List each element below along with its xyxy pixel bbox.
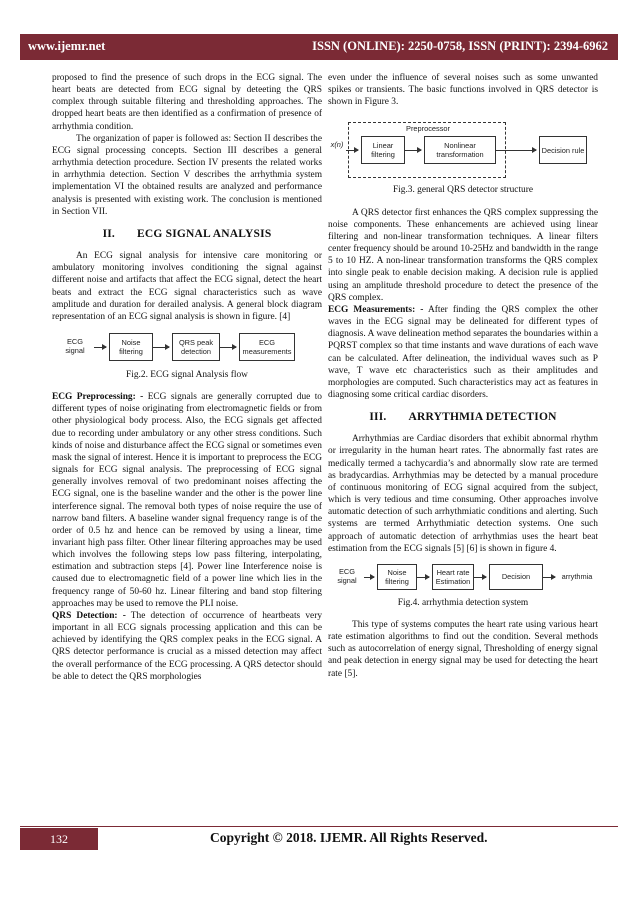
copyright-notice: Copyright © 2018. IJEMR. All Rights Reserved. xyxy=(210,830,488,845)
arrow-icon xyxy=(474,577,486,578)
paragraph: Arrhythmias are Cardiac disorders that exhibit abnormal rhythm or irregularity in the human heart rates. The abnormally fast rates are medically termed a tachycardia’s and abnormally slow rate are termed as bradycardias. Arrhythmias may be detected by a manual procedure of continuous monitoring of ECG signal acquired from the subject, which is very tedious and time consuming. Other approaches involve automatic detection of such arrhythmiatic conditions and alerting. Such systems are termed Arrhythmiatic detection systems. One such approach of automatic detection of arrhythmias uses the heart beat estimation from the ECG signals [5] [6] is shown in figure 4. xyxy=(328,434,598,554)
paragraph-ecg-measurements xyxy=(328,304,598,401)
arrow-icon xyxy=(417,577,429,578)
paragraph-text: After finding the QRS complex the other waves in the ECG signal may be delineated for different types of diagnosis. A wave delineation method separates the boundaries within a PQRST complex so that time instants and wave durations of each wave can be calculated. After delineation, the individual waves such as P wave, T wave etc characteristics such as their amplitudes and morphologies are computed. Such characteristics may act as features in diagnosing some critical cardiac disorders. xyxy=(328,304,598,400)
journal-website[interactable]: www.ijemr.net xyxy=(28,39,106,53)
section-title: ARRYTHMIA DETECTION xyxy=(408,411,557,424)
fig2-ecg-measurements-box: ECG measurements xyxy=(239,333,295,361)
footer-divider xyxy=(20,826,618,827)
fig2-caption: Fig.2. ECG signal Analysis flow xyxy=(126,369,248,380)
fig3-linear-filtering-box: Linear filtering xyxy=(361,136,405,164)
section-number: III. xyxy=(369,411,387,424)
term-label: ECG Preprocessing: - xyxy=(52,392,144,403)
preprocessor-label: Preprocessor xyxy=(406,124,450,134)
fig3-caption: Fig.3. general QRS detector structure xyxy=(392,185,534,196)
arrow-icon xyxy=(94,347,106,348)
term-label: ECG Measurements: - xyxy=(328,304,424,315)
fig4-noise-filtering-box: Noise filtering xyxy=(377,564,417,590)
arrow-icon xyxy=(405,150,421,151)
left-column xyxy=(52,72,322,683)
arrow-icon xyxy=(153,347,169,348)
fig4-caption: Fig.4. arrhythmia detection system xyxy=(397,597,529,608)
arrow-icon xyxy=(364,577,374,578)
input-signal-label: x(n) xyxy=(330,140,344,150)
arrow-icon xyxy=(496,150,536,151)
section-heading-3 xyxy=(328,411,598,423)
issn-text: ISSN (ONLINE): 2250-0758, ISSN (PRINT): 2394-6962 xyxy=(312,39,608,53)
fig4-output-label: arrythmia xyxy=(561,571,593,581)
journal-header-bar xyxy=(20,34,618,60)
paragraph: The organization of paper is followed as: Section II describes the ECG signal processing concepts. Section III describes a general arrhythmia detection procedure. Section IV presents the related works in arrhythmia detection. Section V describes the arrhythmia system implementation VI the obtained results are analyzed and performance analysis is presented with existing work. The conclusion is mentioned in Section VII. xyxy=(52,133,322,217)
fig4-heart-rate-box: Heart rate Estimation xyxy=(432,564,474,590)
fig4-ecg-signal-label: ECG signal xyxy=(337,566,357,585)
fig3-decision-rule-box: Decision rule xyxy=(539,136,587,164)
section-number: II. xyxy=(102,227,116,240)
paragraph: A QRS detector first enhances the QRS complex suppressing the noise components. These enhancements are achieved using linear filtering and non-linear transformation techniques. A linear filters center frequency should be around 10-25Hz and bandwidth in the range 5 to 10 HZ. A non-linear transformation transforms the QRS complex into single peak to enable decision making. A decision rule is applied using an amplitude threshold procedure to detect the presence of the QRS complex. xyxy=(328,207,598,303)
paragraph: proposed to find the presence of such drops in the ECG signal. The heart beats are detected from ECG signal by deteeting the QRS complex through suitable filtering and thresholding approaches. The dropped heart beats are then identified as a confirmation of presence of arrhythmia condition. xyxy=(52,73,322,132)
fig2-qrs-peak-box: QRS peak detection xyxy=(172,333,220,361)
section-title: ECG SIGNAL ANALYSIS xyxy=(137,227,272,240)
arrow-icon xyxy=(220,347,236,348)
fig3-nonlinear-transform-box: Nonlinear transformation xyxy=(424,136,496,164)
arrow-icon xyxy=(346,150,358,151)
fig2-block-diagram xyxy=(52,329,322,365)
paragraph-preprocessing xyxy=(52,391,322,610)
fig3-block-diagram xyxy=(328,116,598,180)
paragraph: An ECG signal analysis for intensive care monitoring or ambulatory monitoring involves conditioning the signal against different noise and artifacts that affect the ECG signal, detect the heart beats and extract the ECG signal characteristics such as wave amplitude and duration for derailed analysis. A general block diagram representation of an ECG signal analysis is shown in figure. [4] xyxy=(52,251,322,322)
right-column xyxy=(328,72,598,680)
paragraph: This type of systems computes the heart rate using various heart rate estimation algorithms to find out the condition. Several methods such as autocorrelation of energy signal, Thresholding of energy signal and peak detection in energy signal may be used for detecting the heart rate [5]. xyxy=(328,620,598,679)
section-heading-2 xyxy=(52,228,322,240)
fig4-block-diagram xyxy=(328,561,598,593)
paragraph-text: ECG signals are generally corrupted due to different types of noise originating from electromagnetic fields or from other physiological body process. Also, the ECG signals get affected due to recording under ambulatory or any other stress conditions. Such kinds of noise and disturbance affect the ECG signal or sometimes even mask the signal of interest. Hence it is important to preprocess the ECG signals for ECG signal analysis. The preprocessing of ECG signal generally involves removal of two predominant noises affecting the ECG signal, one is the baseline wander and the other is the power line interference signal. The removal both types of noise require the use of narrow band filters. A baseline wander signal frequency range is of the order of 0.5 hz and hence can be removed by using a linear, time invariant high pass filter. Other linear filtering approaches may be used which involves the following steps low pass filtering, interpolating, estimation and subtraction steps [4]. Power line Interference noise is caused due to electromagnetic field of a power line which lies in the frequency range of 50-60 hz. Linear filtering and band stop filtering approaches may be used to remove the PLI noise. xyxy=(52,392,322,609)
fig2-ecg-signal-label: ECG signal xyxy=(65,336,85,355)
page-number: 132 xyxy=(20,828,98,850)
paragraph-qrs-detection xyxy=(52,610,322,683)
fig4-decision-box: Decision xyxy=(489,564,543,590)
paragraph: even under the influence of several noises such as some unwanted spikes or transients. The basic functions involved in QRS detector is shown in Figure 3. xyxy=(328,73,598,108)
arrow-icon xyxy=(543,577,555,578)
term-label: QRS Detection: - xyxy=(52,610,126,621)
fig2-noise-filtering-box: Noise filtering xyxy=(109,333,153,361)
paragraph-text: The detection of occurrence of heartbeats very important in all ECG signals processing application and this can be achieved by identifying the QRS complex peaks in the ECG signal. A QRS detector performance is crucial as a missed detection may affect the overall performance of the ECG processing. A QRS detector should be able to detect the QRS morphologies xyxy=(52,610,323,682)
